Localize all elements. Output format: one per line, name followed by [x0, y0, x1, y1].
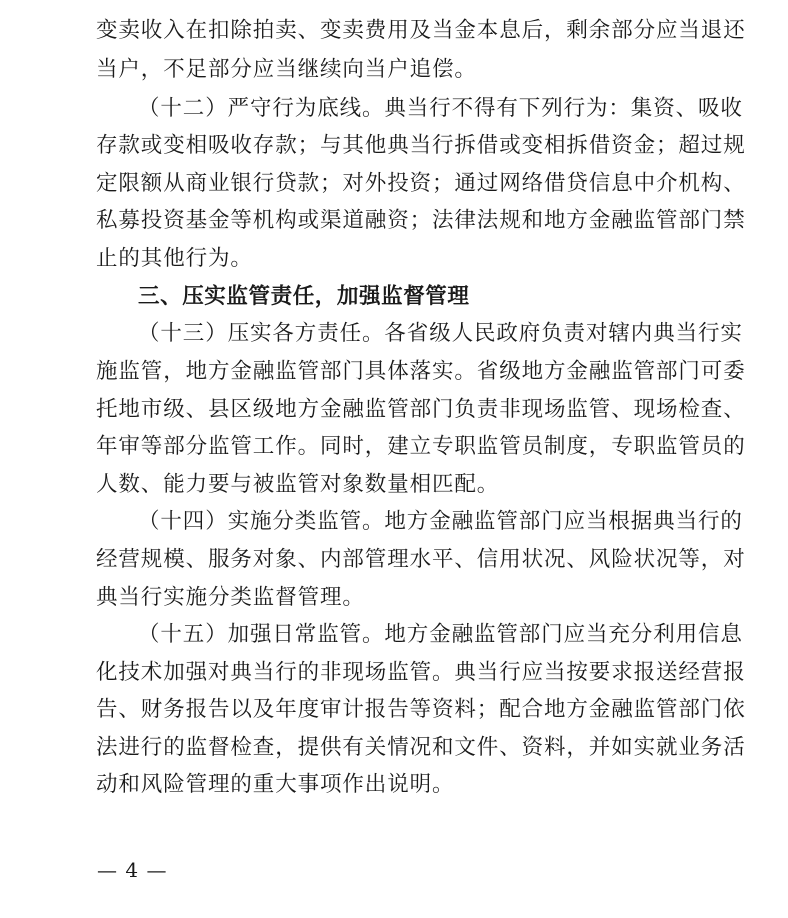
text-line: （十四）实施分类监管。地方金融监管部门应当根据典当行的 [138, 509, 743, 534]
text-line: 定限额从商业银行贷款；对外投资；通过网络借贷信息中介机构、 [96, 171, 746, 196]
text-line: （十二）严守行为底线。典当行不得有下列行为：集资、吸收 [138, 96, 743, 121]
text-line: 经营规模、服务对象、内部管理水平、信用状况、风险状况等，对 [96, 547, 746, 572]
text-line: 私募投资基金等机构或渠道融资；法律法规和地方金融监管部门禁 [96, 208, 746, 233]
page-number: — 4 — [97, 858, 168, 882]
text-line: 当户，不足部分应当继续向当户追偿。 [96, 57, 477, 82]
text-line: 法进行的监督检查，提供有关情况和文件、资料，并如实就业务活 [96, 735, 746, 760]
text-line: 告、财务报告以及年度审计报告等资料；配合地方金融监管部门依 [96, 697, 746, 722]
text-line: 存款或变相吸收存款；与其他典当行拆借或变相拆借资金；超过规 [96, 133, 746, 158]
text-line: 托地市级、县区级地方金融监管部门负责非现场监管、现场检查、 [96, 397, 746, 422]
text-line: 施监管，地方金融监管部门具体落实。省级地方金融监管部门可委 [96, 359, 746, 384]
text-line: 动和风险管理的重大事项作出说明。 [96, 772, 455, 797]
text-line: 典当行实施分类监督管理。 [96, 585, 365, 610]
text-line: 止的其他行为。 [96, 246, 253, 271]
text-line: （十五）加强日常监管。地方金融监管部门应当充分利用信息 [138, 622, 743, 647]
text-line: 化技术加强对典当行的非现场监管。典当行应当按要求报送经营报 [96, 660, 746, 685]
section-heading: 三、压实监管责任，加强监督管理 [138, 284, 470, 309]
text-line: 年审等部分监管工作。同时，建立专职监管员制度，专职监管员的 [96, 434, 746, 459]
text-line: 变卖收入在扣除拍卖、变卖费用及当金本息后，剩余部分应当退还 [96, 18, 746, 43]
text-line: （十三）压实各方责任。各省级人民政府负责对辖内典当行实 [138, 321, 743, 346]
text-line: 人数、能力要与被监管对象数量相匹配。 [96, 472, 500, 497]
